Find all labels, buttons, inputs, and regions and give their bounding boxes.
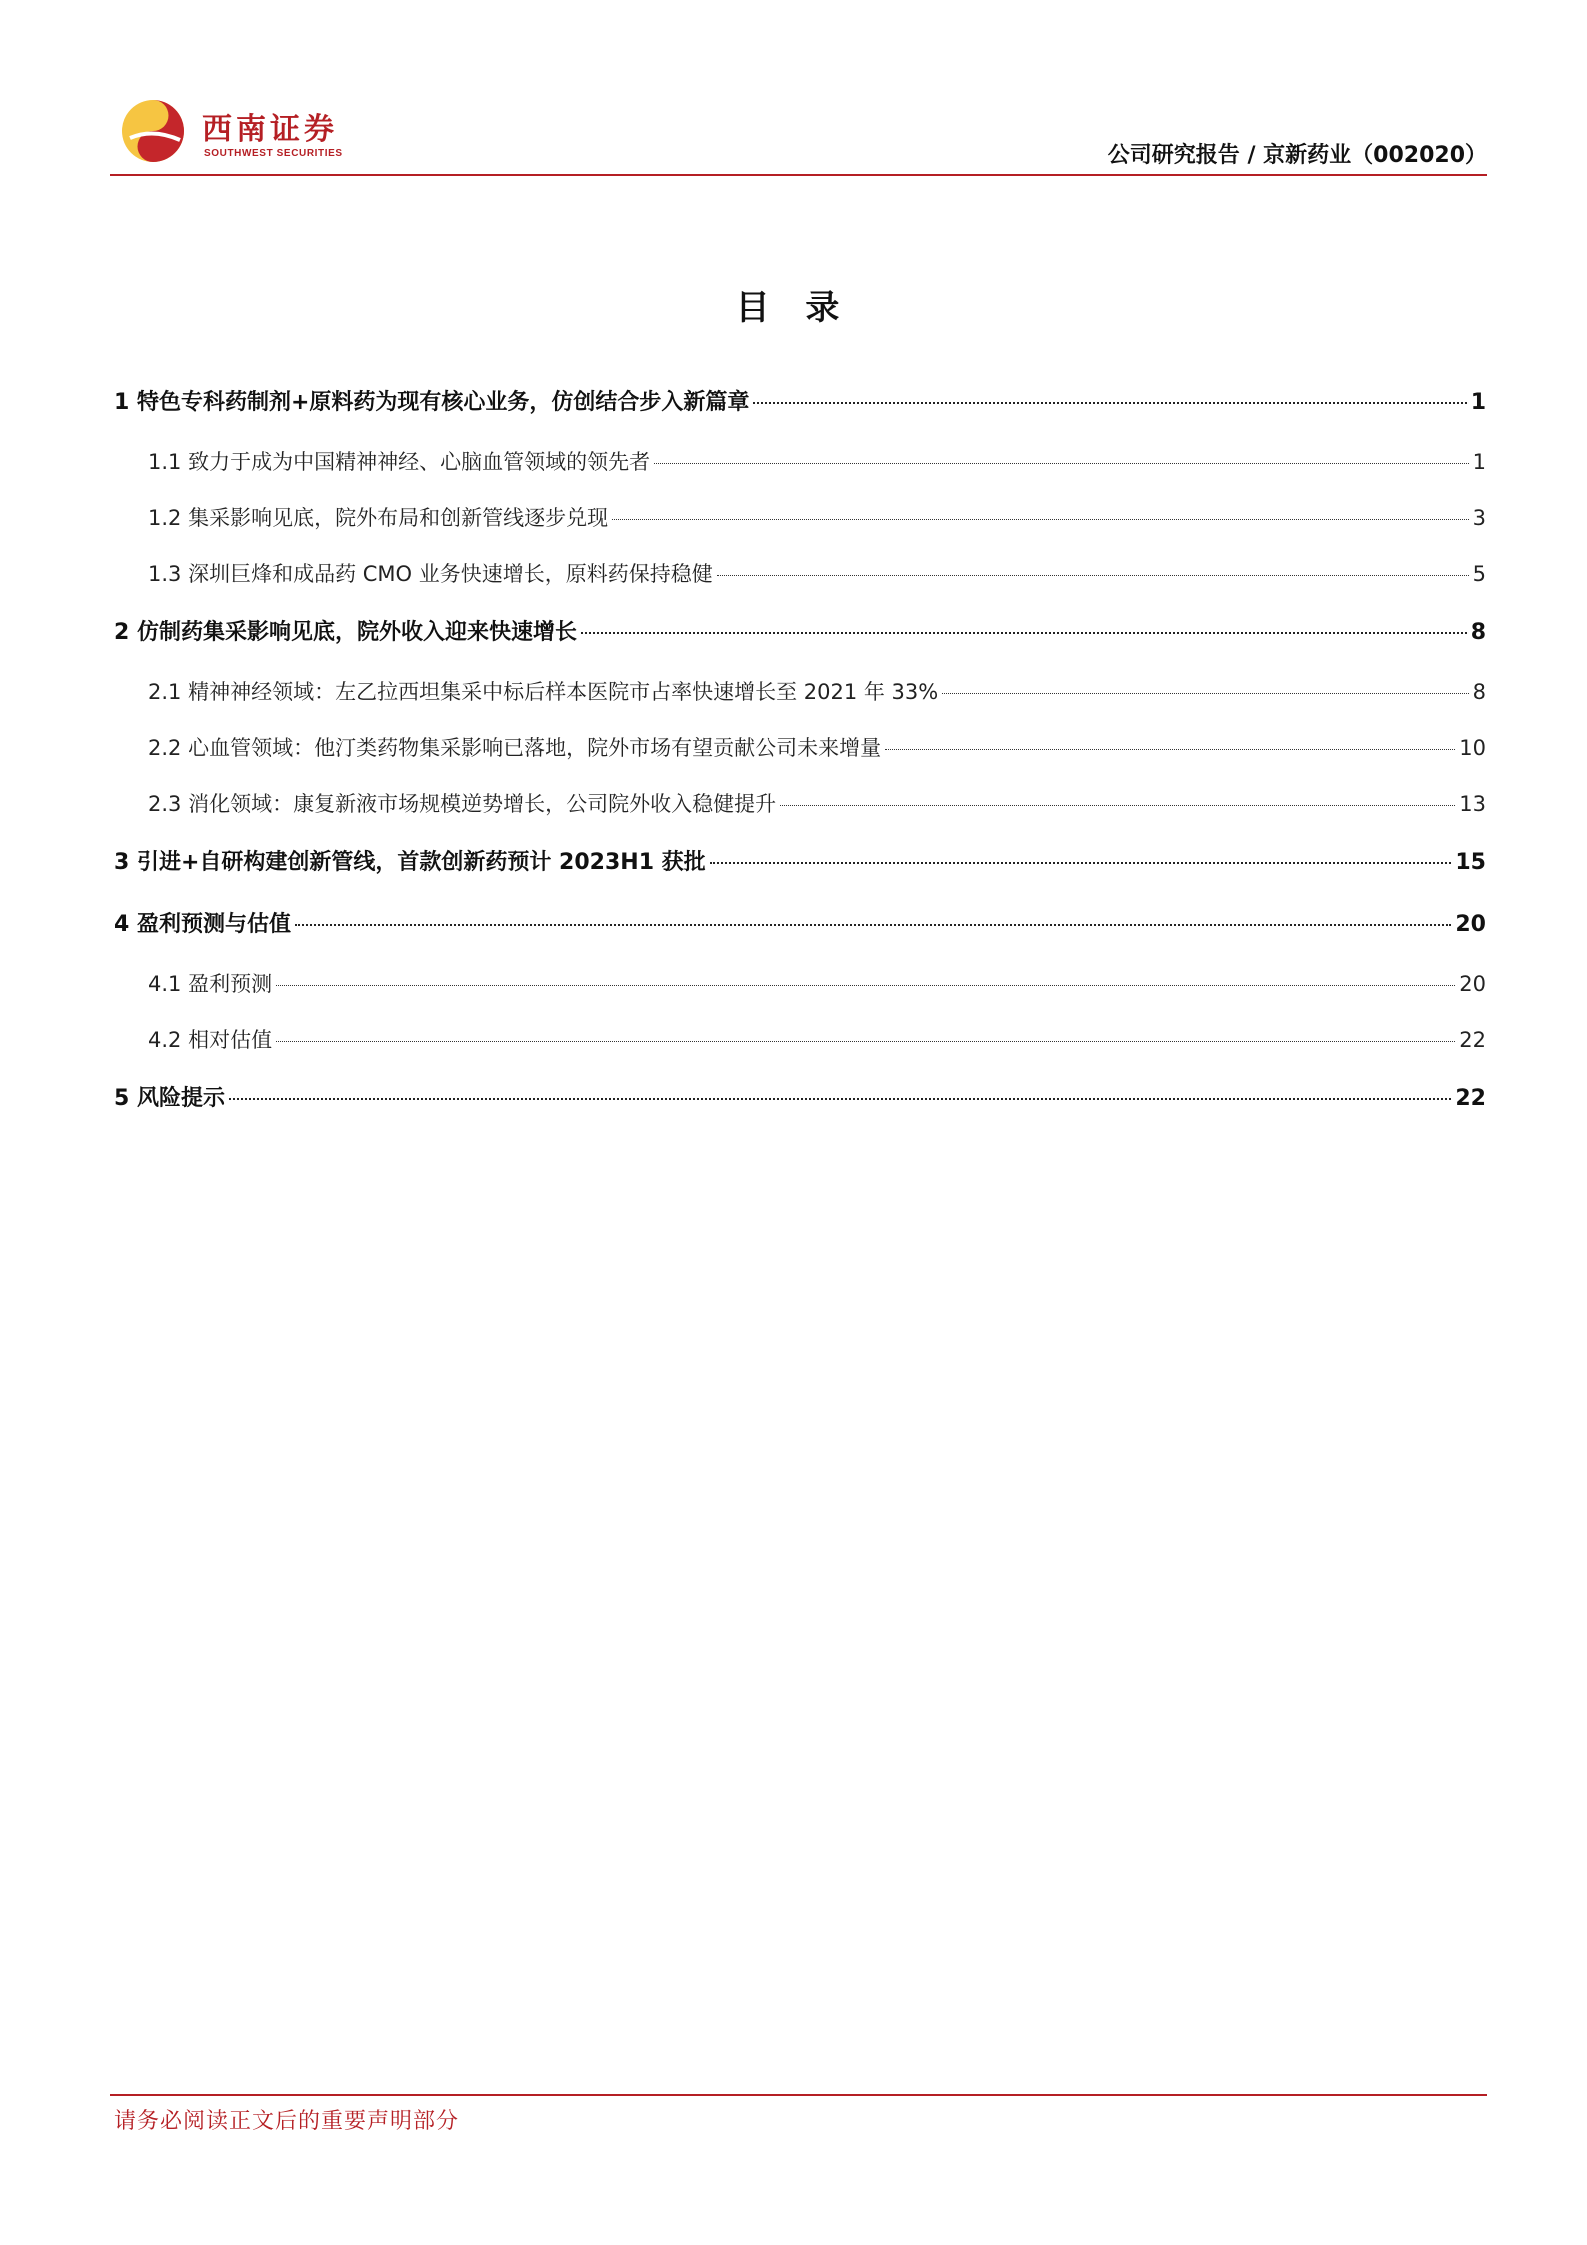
toc-entry-page-number: 22 xyxy=(1459,1028,1486,1052)
toc-entry-section[interactable] xyxy=(114,894,1486,956)
report-title: 公司研究报告 / 京新药业（002020） xyxy=(1107,143,1487,168)
toc-entry-page-number: 8 xyxy=(1472,680,1486,704)
toc-entry-label: 4.2 相对估值 xyxy=(148,1028,273,1052)
toc-entry-section[interactable] xyxy=(114,602,1486,664)
toc-entry-section[interactable] xyxy=(114,1068,1486,1130)
toc-entry-page-number: 10 xyxy=(1459,736,1486,760)
toc-entry-label: 2 仿制药集采影响见底，院外收入迎来快速增长 xyxy=(114,620,577,645)
toc-title: 目 录 xyxy=(735,288,852,328)
toc-dot-leader xyxy=(229,1098,1451,1100)
logo-chinese-text: 西南证券 xyxy=(202,112,338,147)
toc-entry-label: 4 盈利预测与估值 xyxy=(114,912,291,937)
toc-entry-page-number: 3 xyxy=(1472,506,1486,530)
toc-entry-label: 4.1 盈利预测 xyxy=(148,972,273,996)
toc-entry-label: 1.2 集采影响见底，院外布局和创新管线逐步兑现 xyxy=(148,506,609,530)
toc-entry-section[interactable] xyxy=(114,372,1486,434)
toc-entry-label: 3 引进+自研构建创新管线，首款创新药预计 2023H1 获批 xyxy=(114,850,706,875)
toc-entry-label: 2.1 精神神经领域：左乙拉西坦集采中标后样本医院市占率快速增长至 2021 年 33% xyxy=(148,680,939,704)
toc-entry-subsection[interactable] xyxy=(114,956,1486,1012)
toc-entry-label: 1.3 深圳巨烽和成品药 CMO 业务快速增长，原料药保持稳健 xyxy=(148,562,713,586)
footer-divider xyxy=(110,2094,1487,2096)
toc-dot-leader xyxy=(753,402,1466,404)
toc-entry-page-number: 20 xyxy=(1455,912,1486,937)
toc-entry-page-number: 15 xyxy=(1455,850,1486,875)
toc-dot-leader xyxy=(780,805,1455,806)
toc-dot-leader xyxy=(654,463,1469,464)
toc-entry-page-number: 1 xyxy=(1472,450,1486,474)
logo-english-text: SOUTHWEST SECURITIES xyxy=(204,148,343,159)
toc-dot-leader xyxy=(295,924,1451,926)
toc-dot-leader xyxy=(276,985,1455,986)
toc-entry-subsection[interactable] xyxy=(114,1012,1486,1068)
toc-entry-label: 1 特色专科药制剂+原料药为现有核心业务，仿创结合步入新篇章 xyxy=(114,390,750,415)
toc-entry-label: 5 风险提示 xyxy=(114,1086,225,1111)
toc-entry-page-number: 5 xyxy=(1472,562,1486,586)
footer-notice: 请务必阅读正文后的重要声明部分 xyxy=(114,2109,460,2134)
toc-entry-label: 2.2 心血管领域：他汀类药物集采影响已落地，院外市场有望贡献公司未来增量 xyxy=(148,736,882,760)
toc-dot-leader xyxy=(717,575,1469,576)
toc-entry-subsection[interactable] xyxy=(114,776,1486,832)
toc-entry-label: 1.1 致力于成为中国精神神经、心脑血管领域的领先者 xyxy=(148,450,651,474)
toc-entry-subsection[interactable] xyxy=(114,720,1486,776)
toc-entry-page-number: 22 xyxy=(1455,1086,1486,1111)
toc-dot-leader xyxy=(276,1041,1455,1042)
toc-dot-leader xyxy=(885,749,1455,750)
toc-entry-subsection[interactable] xyxy=(114,546,1486,602)
toc-dot-leader xyxy=(710,862,1452,864)
toc-entry-subsection[interactable] xyxy=(114,664,1486,720)
page-header xyxy=(110,90,1487,176)
toc-entry-page-number: 20 xyxy=(1459,972,1486,996)
company-logo xyxy=(120,98,440,168)
toc-dot-leader xyxy=(612,519,1469,520)
toc-dot-leader xyxy=(942,693,1468,694)
toc-entry-subsection[interactable] xyxy=(114,434,1486,490)
toc-entry-page-number: 8 xyxy=(1470,620,1486,645)
logo-mark-icon xyxy=(120,98,186,164)
toc-dot-leader xyxy=(581,632,1467,634)
toc-entry-subsection[interactable] xyxy=(114,490,1486,546)
table-of-contents xyxy=(114,372,1486,1130)
toc-entry-section[interactable] xyxy=(114,832,1486,894)
header-divider xyxy=(110,174,1487,176)
toc-entry-page-number: 1 xyxy=(1470,390,1486,415)
toc-entry-page-number: 13 xyxy=(1459,792,1486,816)
toc-entry-label: 2.3 消化领域：康复新液市场规模逆势增长，公司院外收入稳健提升 xyxy=(148,792,777,816)
